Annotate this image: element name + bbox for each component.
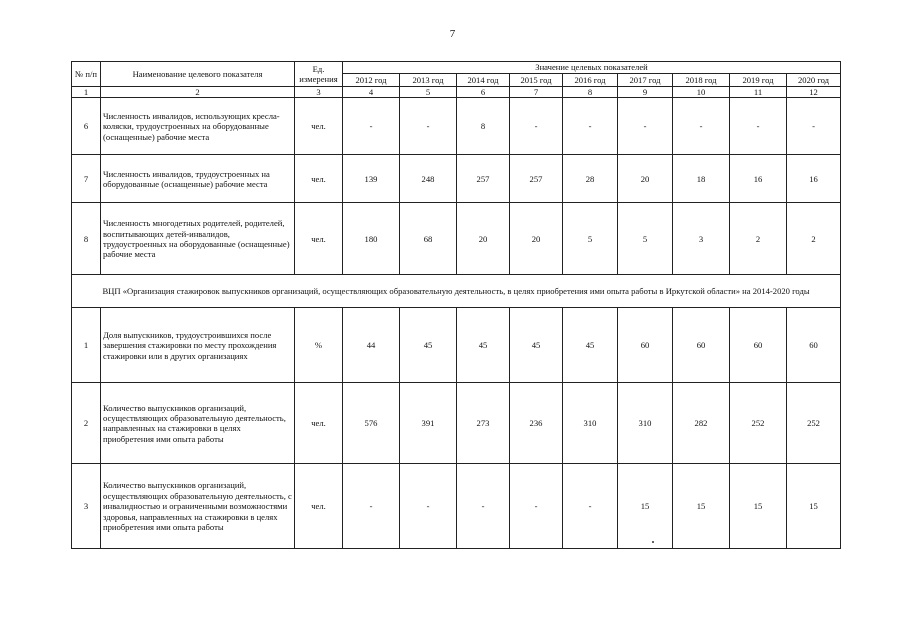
row-indicator-name: Количество выпускников организаций, осуществляющих образовательную деятельность, с инвалидностью и ограниченными возможностями здоровья, направленных на стажировки в целях приобретения ими опыта работы	[101, 464, 295, 549]
table-row	[72, 383, 841, 464]
column-number: 11	[730, 87, 787, 98]
column-number: 12	[787, 87, 841, 98]
row-value: 5	[563, 203, 618, 275]
row-value: 16	[787, 155, 841, 203]
header-year: 2015 год	[510, 74, 563, 87]
row-indicator-name: Численность инвалидов, использующих кресла-коляски, трудоустроенных на оборудованные (оснащенные) рабочие места	[101, 98, 295, 155]
row-unit: чел.	[295, 464, 343, 549]
row-value: 15	[787, 464, 841, 549]
column-number: 7	[510, 87, 563, 98]
column-number: 6	[457, 87, 510, 98]
section-title: ВЦП «Организация стажировок выпускников организаций, осуществляющих образовательную деятельность, в целях приобретения ими опыта работы в Иркутской области» на 2014-2020 годы	[72, 275, 841, 308]
header-year: 2014 год	[457, 74, 510, 87]
section-row	[72, 275, 841, 308]
page-number: 7	[449, 28, 456, 40]
row-value: 576	[343, 383, 400, 464]
row-unit: %	[295, 308, 343, 383]
row-number: 6	[72, 98, 101, 155]
row-value: 3	[673, 203, 730, 275]
row-unit: чел.	[295, 383, 343, 464]
row-value: 252	[787, 383, 841, 464]
row-value: 28	[563, 155, 618, 203]
row-value: -	[563, 98, 618, 155]
row-indicator-name: Численность инвалидов, трудоустроенных на оборудованные (оснащенные) рабочие места	[101, 155, 295, 203]
row-value: 5	[618, 203, 673, 275]
row-value: 15	[618, 464, 673, 549]
row-number: 2	[72, 383, 101, 464]
row-value: 15	[730, 464, 787, 549]
header-row-top	[72, 62, 841, 74]
row-value: 252	[730, 383, 787, 464]
row-value: -	[510, 464, 563, 549]
row-value: 60	[730, 308, 787, 383]
row-number: 3	[72, 464, 101, 549]
row-value: 44	[343, 308, 400, 383]
column-number: 9	[618, 87, 673, 98]
row-value: 236	[510, 383, 563, 464]
row-value: 68	[400, 203, 457, 275]
header-name: Наименование целевого показателя	[101, 62, 295, 87]
row-value: 310	[563, 383, 618, 464]
column-number: 5	[400, 87, 457, 98]
row-unit: чел.	[295, 203, 343, 275]
scan-speck	[652, 541, 654, 543]
row-indicator-name: Доля выпускников, трудоустроившихся после завершения стажировки по месту прохождения стажировки или в других организациях	[101, 308, 295, 383]
row-indicator-name: Численность многодетных родителей, родителей, воспитывающих детей-инвалидов, трудоустроенных на оборудованные (оснащенные) рабочие места	[101, 203, 295, 275]
row-value: 20	[457, 203, 510, 275]
row-value: -	[457, 464, 510, 549]
row-value: 8	[457, 98, 510, 155]
column-number: 3	[295, 87, 343, 98]
row-value: 15	[673, 464, 730, 549]
header-year: 2016 год	[563, 74, 618, 87]
row-value: 257	[457, 155, 510, 203]
header-num: № п/п	[72, 62, 101, 87]
row-value: 60	[787, 308, 841, 383]
column-number: 4	[343, 87, 400, 98]
header-year: 2019 год	[730, 74, 787, 87]
row-value: 257	[510, 155, 563, 203]
row-unit: чел.	[295, 98, 343, 155]
row-value: 60	[618, 308, 673, 383]
table-row	[72, 308, 841, 383]
row-number: 1	[72, 308, 101, 383]
row-value: 16	[730, 155, 787, 203]
table-row	[72, 98, 841, 155]
row-value: 45	[400, 308, 457, 383]
rows-group-a	[72, 98, 841, 275]
header-year: 2017 год	[618, 74, 673, 87]
header-year: 2012 год	[343, 74, 400, 87]
row-value: -	[400, 464, 457, 549]
header-unit-line2: измерения	[299, 74, 338, 84]
row-value: 20	[618, 155, 673, 203]
row-value: 310	[618, 383, 673, 464]
column-numbers-row	[72, 87, 841, 98]
column-number: 8	[563, 87, 618, 98]
row-value: 60	[673, 308, 730, 383]
header-year: 2020 год	[787, 74, 841, 87]
row-number: 8	[72, 203, 101, 275]
row-value: 2	[787, 203, 841, 275]
rows-group-b	[72, 308, 841, 549]
table-row	[72, 464, 841, 549]
column-number: 2	[101, 87, 295, 98]
row-value: -	[618, 98, 673, 155]
target-indicators-table	[71, 61, 841, 549]
row-value: -	[673, 98, 730, 155]
row-indicator-name: Количество выпускников организаций, осуществляющих образовательную деятельность, направленных на стажировки в целях приобретения ими опыта работы	[101, 383, 295, 464]
row-value: 45	[563, 308, 618, 383]
row-value: 45	[457, 308, 510, 383]
header-unit-line1: Ед.	[312, 63, 325, 74]
row-value: 248	[400, 155, 457, 203]
column-number: 1	[72, 87, 101, 98]
header-unit	[295, 62, 343, 87]
header-year: 2018 год	[673, 74, 730, 87]
column-number: 10	[673, 87, 730, 98]
row-unit: чел.	[295, 155, 343, 203]
row-value: 139	[343, 155, 400, 203]
row-number: 7	[72, 155, 101, 203]
row-value: -	[510, 98, 563, 155]
row-value: -	[343, 98, 400, 155]
row-value: -	[400, 98, 457, 155]
header-values: Значение целевых показателей	[343, 62, 841, 74]
row-value: 180	[343, 203, 400, 275]
table-row	[72, 155, 841, 203]
row-value: 2	[730, 203, 787, 275]
header-year: 2013 год	[400, 74, 457, 87]
row-value: 45	[510, 308, 563, 383]
row-value: 273	[457, 383, 510, 464]
row-value: -	[563, 464, 618, 549]
row-value: -	[730, 98, 787, 155]
table-row	[72, 203, 841, 275]
row-value: -	[787, 98, 841, 155]
row-value: 282	[673, 383, 730, 464]
row-value: 391	[400, 383, 457, 464]
row-value: 20	[510, 203, 563, 275]
row-value: -	[343, 464, 400, 549]
row-value: 18	[673, 155, 730, 203]
